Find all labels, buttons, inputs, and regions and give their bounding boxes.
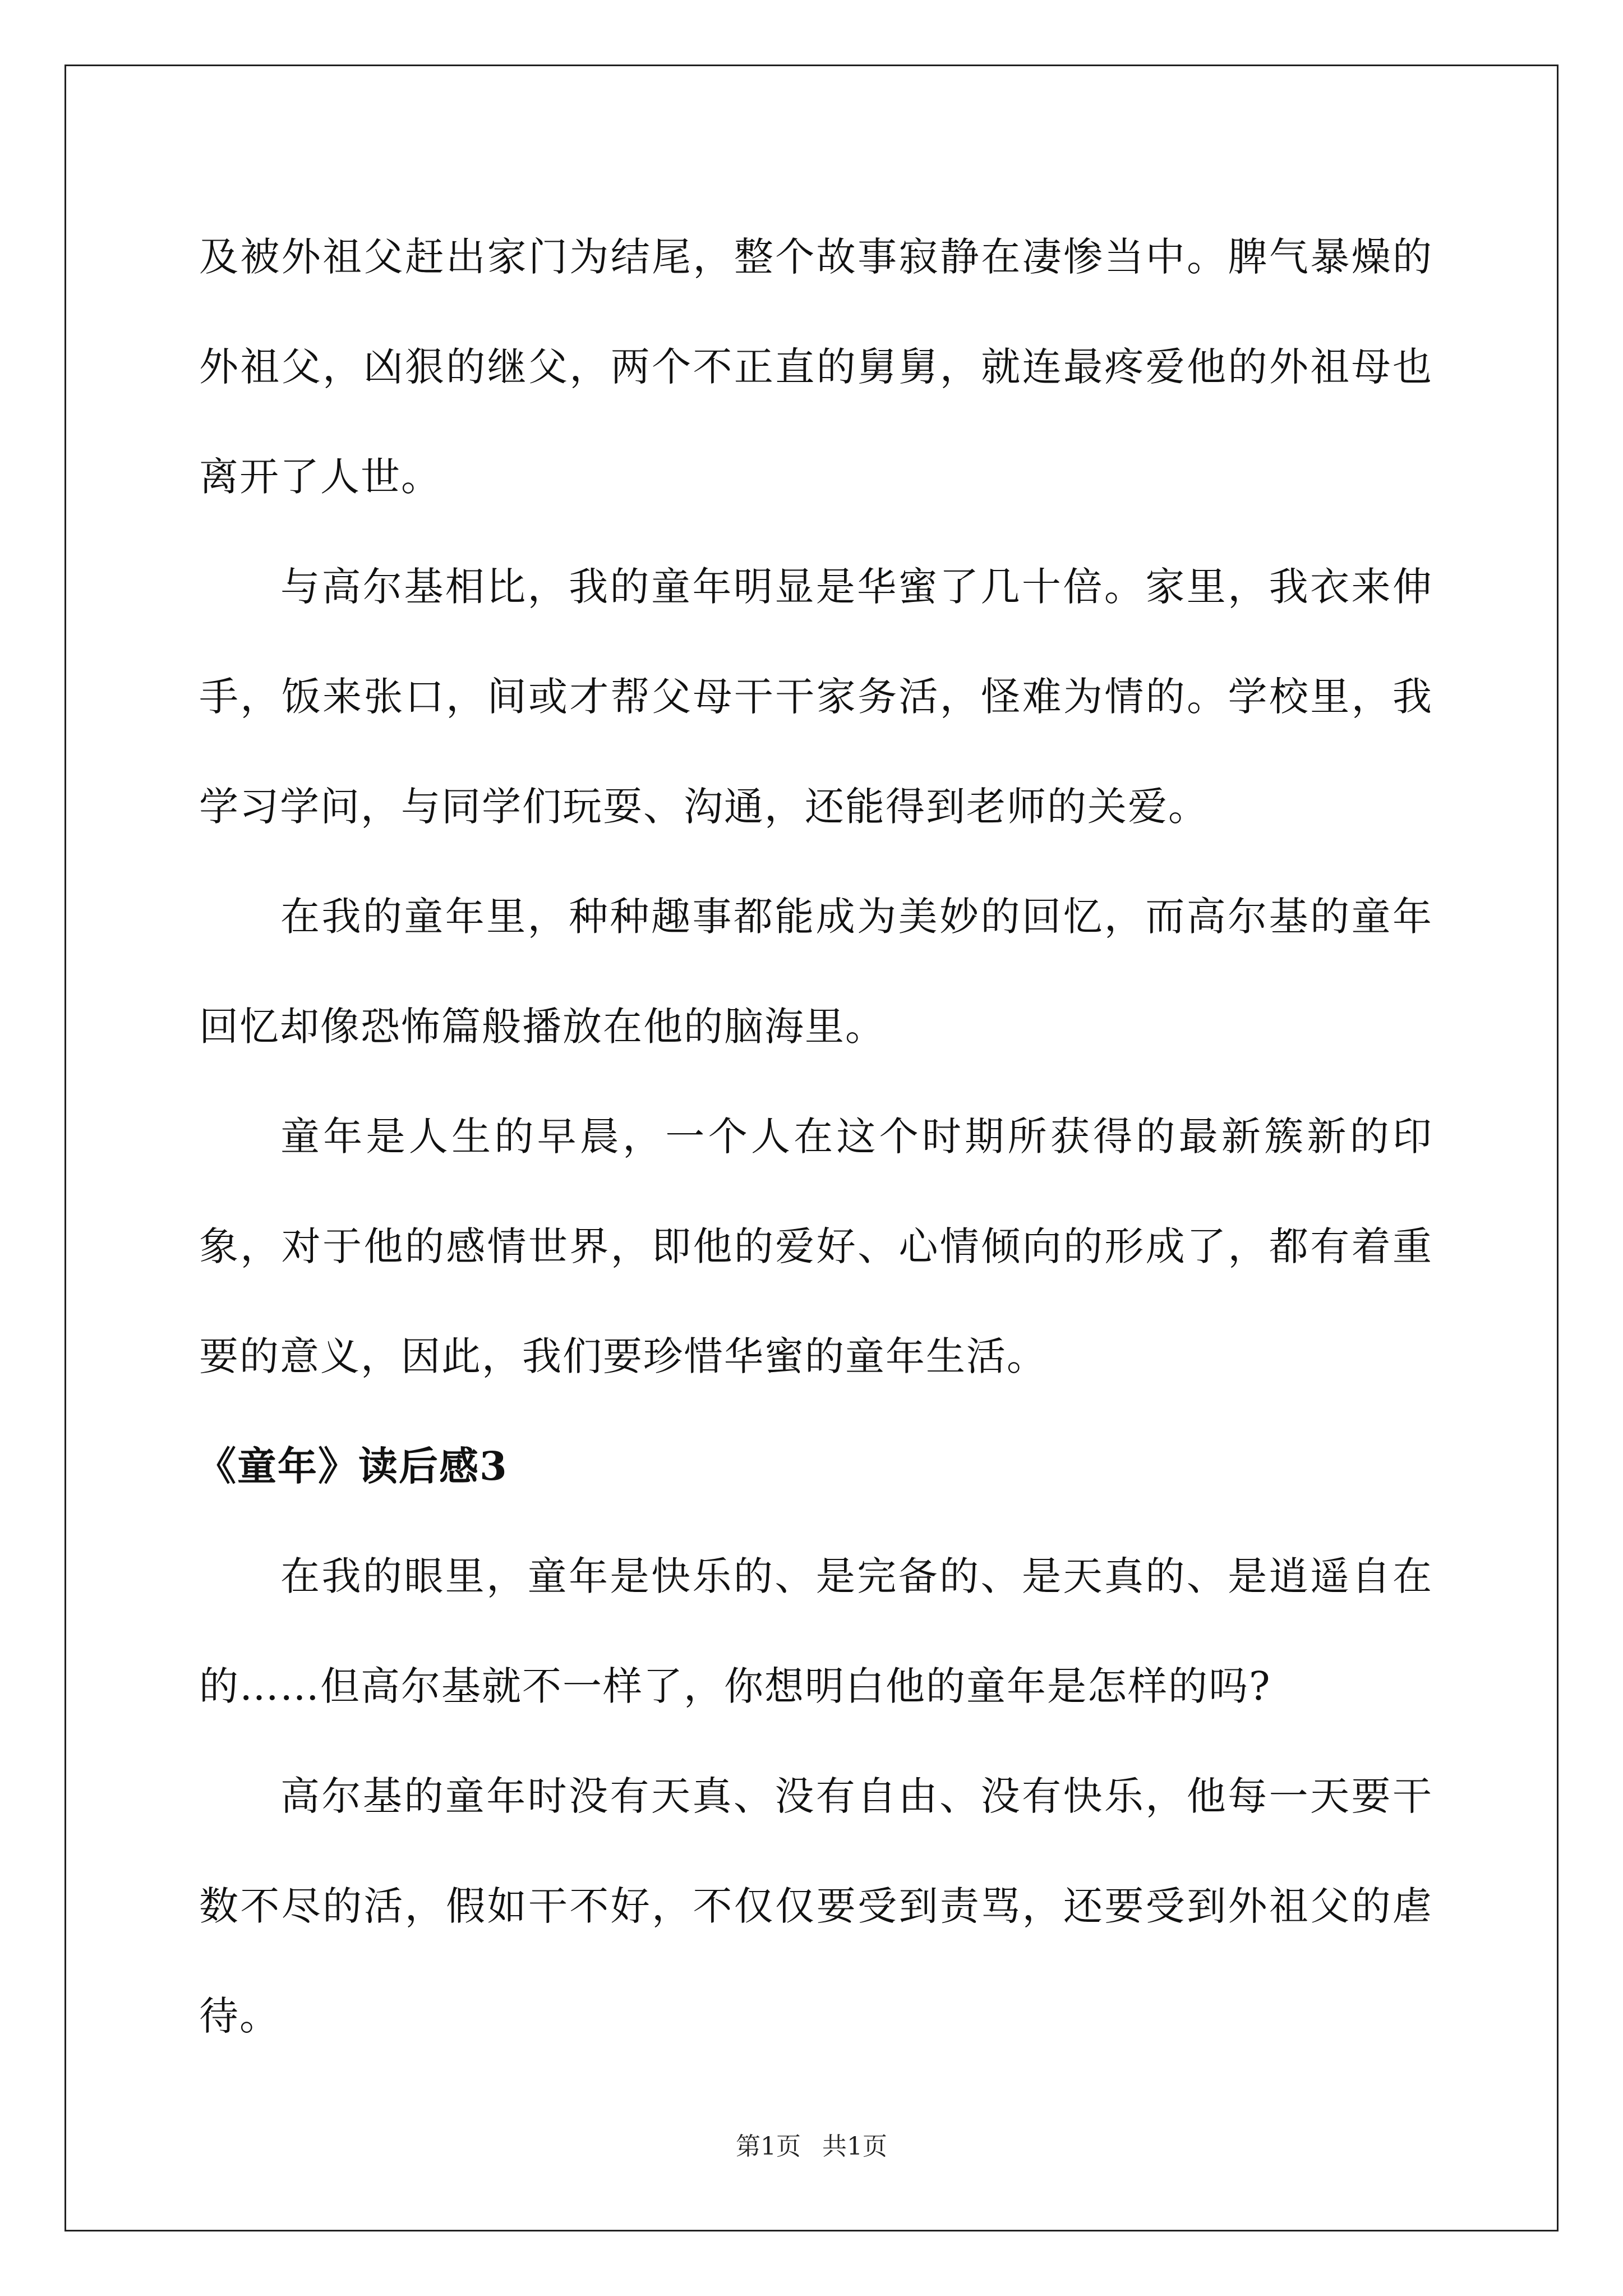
paragraph-2: 与高尔基相比，我的童年明显是华蜜了几十倍。家里，我衣来伸手，饭来张口，间或才帮父母干干家务活，怪难为情的。学校里，我学习学问，与同学们玩耍、沟通，还能得到老师的关爱。 <box>199 564 1433 830</box>
section-title: 《童年》读后感3 <box>197 1443 508 1489</box>
paragraph-4: 童年是人生的早晨，一个人在这个时期所获得的最新簇新的印象，对于他的感情世界，即他的爱好、心情倾向的形成了，都有着重要的意义，因此，我们要珍惜华蜜的童年生活。 <box>199 1114 1433 1379</box>
page-number: 第1页 <box>736 2132 801 2161</box>
paragraph-3: 在我的童年里，种种趣事都能成为美妙的回忆，而高尔基的童年回忆却像恐怖篇般播放在他的脑海里。 <box>199 894 1433 1050</box>
section-paragraph-2: 高尔基的童年时没有天真、没有自由、没有快乐，他每一天要干数不尽的活，假如干不好，不仅仅要受到责骂，还要受到外祖父的虐待。 <box>199 1773 1433 2039</box>
page-total: 共1页 <box>822 2132 887 2161</box>
document-body <box>199 202 1433 2071</box>
page-footer <box>0 2126 1623 2162</box>
section-paragraph-1: 在我的眼里，童年是快乐的、是完备的、是天真的、是逍遥自在的……但高尔基就不一样了，你想明白他的童年是怎样的吗? <box>199 1553 1433 1709</box>
paragraph-1: 及被外祖父赶出家门为结尾，整个故事寂静在凄惨当中。脾气暴燥的外祖父，凶狠的继父，两个不正直的舅舅，就连最疼爱他的外祖母也离开了人世。 <box>199 234 1433 500</box>
